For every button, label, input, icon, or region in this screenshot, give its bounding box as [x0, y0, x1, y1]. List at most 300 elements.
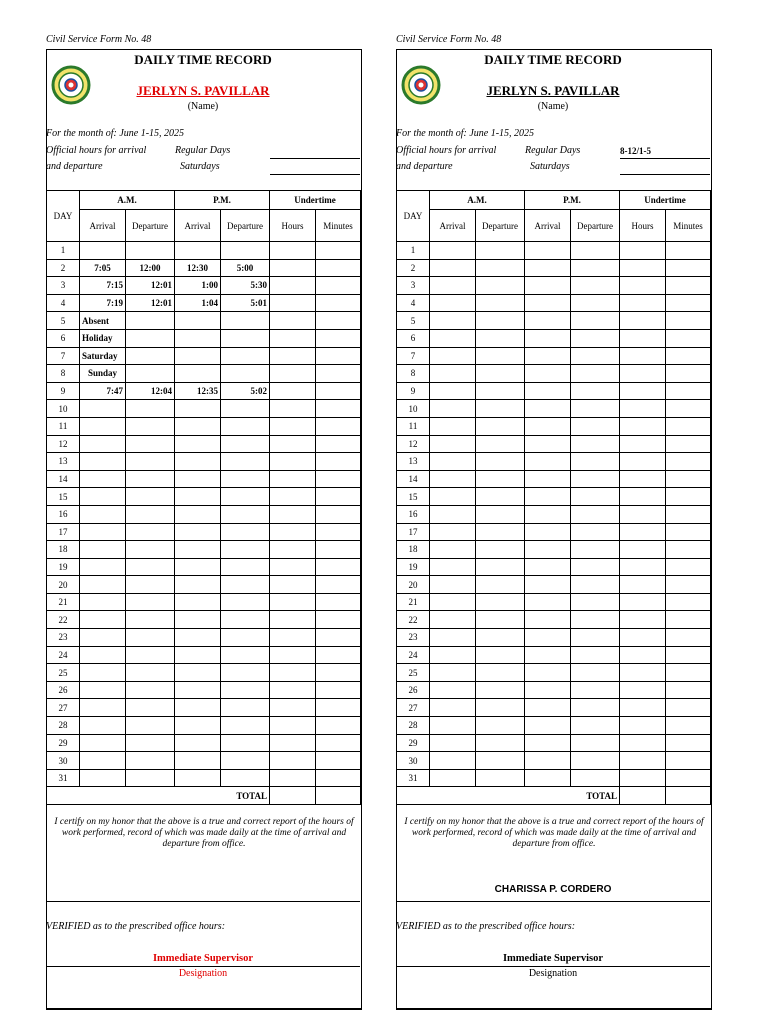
undertime-hours-cell — [270, 382, 316, 400]
undertime-hours-cell — [620, 329, 666, 347]
undertime-hours-cell — [620, 699, 666, 717]
undertime-minutes-cell — [666, 277, 711, 295]
am-arrival-cell — [430, 382, 476, 400]
am-departure-cell — [476, 523, 525, 541]
undertime-hours-cell — [270, 470, 316, 488]
am-departure-cell — [126, 400, 175, 418]
pm-arrival-cell: 1:00 — [175, 277, 221, 295]
table-row — [47, 593, 361, 611]
undertime-minutes-cell — [316, 769, 361, 787]
pm-departure-cell — [571, 576, 620, 594]
pm-header: P.M. — [175, 191, 270, 210]
month-label: For the month of: June 1-15, 2025 — [46, 128, 185, 139]
table-row — [47, 470, 361, 488]
am-arrival-cell: 7:19 — [80, 294, 126, 312]
am-arrival-cell — [80, 400, 126, 418]
undertime-minutes-cell — [666, 541, 711, 559]
day-number: 24 — [47, 646, 80, 664]
pm-departure-cell — [571, 664, 620, 682]
form-title: DAILY TIME RECORD — [484, 52, 622, 67]
minutes-header: Minutes — [316, 210, 361, 242]
hours-header: Hours — [620, 210, 666, 242]
am-arrival-cell — [430, 558, 476, 576]
day-number: 11 — [397, 417, 430, 435]
undertime-hours-cell — [620, 734, 666, 752]
am-arrival-cell — [80, 576, 126, 594]
undertime-minutes-cell — [316, 611, 361, 629]
verified-label: VERIFIED as to the prescribed office hours: — [396, 921, 576, 932]
pm-departure-cell — [571, 593, 620, 611]
undertime-minutes-cell — [316, 646, 361, 664]
am-arrival-cell — [80, 646, 126, 664]
am-departure-cell — [476, 470, 525, 488]
am-arrival-cell: 7:47 — [80, 382, 126, 400]
undertime-minutes-cell — [316, 752, 361, 770]
undertime-hours-cell — [270, 259, 316, 277]
undertime-hours-cell — [620, 611, 666, 629]
undertime-minutes-cell — [316, 734, 361, 752]
undertime-minutes-cell — [316, 294, 361, 312]
day-number: 15 — [47, 488, 80, 506]
am-arrival-cell — [430, 664, 476, 682]
minutes-header: Minutes — [666, 210, 711, 242]
pm-departure-cell: 5:01 — [221, 294, 270, 312]
empty-cell — [270, 312, 316, 330]
am-departure-cell — [126, 523, 175, 541]
undertime-minutes-cell — [316, 629, 361, 647]
table-row — [397, 576, 711, 594]
table-row — [47, 294, 361, 312]
pm-departure-cell — [221, 558, 270, 576]
undertime-hours-cell — [620, 417, 666, 435]
undertime-hours-cell — [270, 488, 316, 506]
undertime-hours-cell — [620, 294, 666, 312]
undertime-hours-cell — [620, 488, 666, 506]
pm-departure-header: Departure — [221, 210, 270, 242]
pm-departure-cell — [221, 664, 270, 682]
undertime-minutes-cell — [316, 259, 361, 277]
table-row — [47, 453, 361, 471]
am-arrival-cell — [430, 576, 476, 594]
pm-departure-cell — [221, 576, 270, 594]
day-number: 12 — [397, 435, 430, 453]
am-arrival-cell — [80, 488, 126, 506]
pm-arrival-cell — [525, 717, 571, 735]
day-number: 28 — [397, 717, 430, 735]
day-number: 1 — [397, 242, 430, 260]
pm-arrival-cell — [525, 417, 571, 435]
pm-departure-cell — [571, 382, 620, 400]
empty-cell — [126, 329, 175, 347]
day-remark: Saturday — [80, 347, 126, 365]
time-record-table — [396, 190, 711, 805]
am-departure-cell — [126, 435, 175, 453]
pm-arrival-cell — [175, 629, 221, 647]
am-arrival-cell — [430, 717, 476, 735]
pm-departure-cell — [571, 329, 620, 347]
am-departure-cell — [476, 576, 525, 594]
undertime-hours-cell — [620, 242, 666, 260]
am-departure-cell — [126, 541, 175, 559]
am-arrival-cell — [80, 752, 126, 770]
undertime-hours-cell — [270, 646, 316, 664]
day-number: 7 — [397, 347, 430, 365]
pm-departure-cell — [571, 259, 620, 277]
day-number: 6 — [397, 329, 430, 347]
undertime-minutes-cell — [666, 769, 711, 787]
pm-arrival-cell — [525, 505, 571, 523]
am-header: A.M. — [80, 191, 175, 210]
day-rows — [397, 242, 711, 787]
undertime-minutes-cell — [666, 646, 711, 664]
day-header: DAY — [47, 191, 80, 242]
pm-arrival-cell — [175, 646, 221, 664]
empty-cell — [126, 365, 175, 383]
pm-departure-cell — [221, 400, 270, 418]
am-arrival-cell — [80, 681, 126, 699]
undertime-hours-cell — [620, 769, 666, 787]
day-number: 6 — [47, 329, 80, 347]
day-number: 22 — [397, 611, 430, 629]
day-number: 8 — [47, 365, 80, 383]
day-number: 15 — [397, 488, 430, 506]
supervisor-label: Immediate Supervisor — [502, 953, 604, 964]
am-arrival-cell — [80, 505, 126, 523]
undertime-minutes-cell — [666, 681, 711, 699]
undertime-minutes-cell — [316, 541, 361, 559]
pm-departure-cell — [221, 470, 270, 488]
empty-cell — [126, 312, 175, 330]
pm-departure-cell — [571, 699, 620, 717]
table-row — [397, 717, 711, 735]
undertime-hours-cell — [620, 752, 666, 770]
undertime-minutes-cell — [316, 558, 361, 576]
undertime-hours-cell — [620, 646, 666, 664]
am-departure-cell — [126, 576, 175, 594]
undertime-minutes-cell — [666, 664, 711, 682]
table-row — [397, 259, 711, 277]
pm-departure-cell — [571, 752, 620, 770]
table-row — [397, 646, 711, 664]
am-arrival-cell — [430, 294, 476, 312]
table-row — [47, 734, 361, 752]
saturdays-line — [620, 174, 710, 175]
undertime-hours-cell — [270, 453, 316, 471]
am-arrival-cell — [80, 611, 126, 629]
undertime-hours-cell — [620, 717, 666, 735]
am-departure-cell — [476, 488, 525, 506]
am-departure-cell — [126, 769, 175, 787]
day-number: 23 — [397, 629, 430, 647]
am-departure-cell — [126, 664, 175, 682]
am-departure-cell — [126, 752, 175, 770]
table-row — [47, 576, 361, 594]
undertime-hours-cell — [270, 294, 316, 312]
pm-departure-cell — [571, 470, 620, 488]
pm-arrival-cell — [525, 242, 571, 260]
am-departure-cell — [476, 259, 525, 277]
day-number: 8 — [397, 365, 430, 383]
am-arrival-cell — [80, 417, 126, 435]
pm-arrival-cell: 12:30 — [175, 259, 221, 277]
table-row — [397, 453, 711, 471]
am-departure-header: Departure — [476, 210, 525, 242]
am-departure-cell — [476, 717, 525, 735]
undertime-hours-cell — [270, 611, 316, 629]
pm-arrival-cell — [525, 646, 571, 664]
total-minutes — [666, 787, 711, 805]
undertime-minutes-cell — [316, 417, 361, 435]
divider — [396, 901, 710, 902]
table-row — [397, 558, 711, 576]
form-number: Civil Service Form No. 48 — [396, 34, 502, 45]
am-arrival-cell — [430, 365, 476, 383]
undertime-minutes-cell — [316, 400, 361, 418]
am-departure-cell — [476, 242, 525, 260]
undertime-hours-cell — [270, 558, 316, 576]
am-arrival-cell — [80, 769, 126, 787]
undertime-minutes-cell — [666, 734, 711, 752]
official-hours-label: Official hours for arrival — [396, 145, 497, 156]
pm-departure-cell — [571, 400, 620, 418]
pm-departure-cell — [221, 435, 270, 453]
total-hours — [620, 787, 666, 805]
day-number: 31 — [397, 769, 430, 787]
pm-departure-cell — [571, 347, 620, 365]
pm-arrival-cell — [525, 259, 571, 277]
am-arrival-header: Arrival — [80, 210, 126, 242]
certification-text: I certify on my honor that the above is a true and correct report of the hours of work performed, record of which was made daily at the time of arrival and departure from office. — [54, 817, 354, 849]
total-spacer — [80, 787, 126, 805]
day-number: 19 — [47, 558, 80, 576]
am-departure-cell — [476, 382, 525, 400]
day-number: 29 — [47, 734, 80, 752]
am-arrival-cell — [430, 347, 476, 365]
empty-cell — [316, 365, 361, 383]
am-arrival-cell — [430, 505, 476, 523]
pm-arrival-cell — [525, 752, 571, 770]
regular-days-value: 8-12/1-5 — [620, 146, 651, 156]
day-number: 25 — [47, 664, 80, 682]
am-arrival-cell — [430, 417, 476, 435]
pm-arrival-cell — [175, 558, 221, 576]
am-departure-cell — [126, 242, 175, 260]
table-row — [47, 717, 361, 735]
table-row — [397, 593, 711, 611]
am-departure-cell — [126, 470, 175, 488]
day-number: 14 — [47, 470, 80, 488]
undertime-hours-cell — [270, 435, 316, 453]
am-arrival-cell — [80, 593, 126, 611]
am-departure-cell — [126, 558, 175, 576]
table-row — [47, 347, 361, 365]
undertime-minutes-cell — [666, 629, 711, 647]
am-departure-cell — [126, 505, 175, 523]
undertime-hours-cell — [270, 541, 316, 559]
undertime-hours-cell — [270, 523, 316, 541]
pm-departure-cell — [571, 277, 620, 295]
undertime-hours-cell — [270, 417, 316, 435]
am-departure-cell — [476, 400, 525, 418]
pm-arrival-cell — [175, 576, 221, 594]
day-number: 17 — [47, 523, 80, 541]
undertime-minutes-cell — [666, 523, 711, 541]
pm-arrival-cell — [175, 699, 221, 717]
day-number: 27 — [47, 699, 80, 717]
pm-arrival-cell — [175, 435, 221, 453]
am-departure-cell — [476, 664, 525, 682]
undertime-hours-cell — [620, 576, 666, 594]
undertime-minutes-cell — [666, 699, 711, 717]
am-departure-cell — [476, 593, 525, 611]
day-number: 3 — [47, 277, 80, 295]
pm-arrival-cell — [525, 734, 571, 752]
empty-cell — [175, 329, 221, 347]
pm-departure-cell — [221, 541, 270, 559]
table-row — [47, 329, 361, 347]
undertime-minutes-cell — [666, 453, 711, 471]
empty-cell — [221, 347, 270, 365]
empty-cell — [316, 312, 361, 330]
designation-label: Designation — [178, 968, 228, 979]
table-row — [47, 664, 361, 682]
pm-arrival-cell: 1:04 — [175, 294, 221, 312]
am-arrival-cell — [430, 259, 476, 277]
undertime-hours-cell — [620, 382, 666, 400]
total-label: TOTAL — [571, 787, 620, 805]
pm-departure-cell — [571, 681, 620, 699]
pm-arrival-cell — [175, 505, 221, 523]
table-row — [397, 523, 711, 541]
pm-departure-cell — [571, 611, 620, 629]
total-spacer — [430, 787, 476, 805]
employee-name: JERLYN S. PAVILLAR — [486, 83, 620, 98]
day-number: 20 — [47, 576, 80, 594]
am-departure-cell — [476, 541, 525, 559]
table-row — [397, 611, 711, 629]
certification-text: I certify on my honor that the above is a true and correct report of the hours of work performed, record of which was made daily at the time of arrival and departure from office. — [404, 817, 704, 849]
pm-departure-cell — [221, 488, 270, 506]
day-number: 11 — [47, 417, 80, 435]
am-departure-cell — [126, 699, 175, 717]
am-departure-cell — [476, 505, 525, 523]
employee-name: JERLYN S. PAVILLAR — [136, 83, 270, 98]
day-number: 23 — [47, 629, 80, 647]
pm-departure-cell — [571, 417, 620, 435]
saturdays-line — [270, 174, 360, 175]
pm-departure-cell — [221, 769, 270, 787]
am-arrival-cell — [80, 453, 126, 471]
table-row — [397, 488, 711, 506]
table-row — [397, 277, 711, 295]
day-number: 9 — [47, 382, 80, 400]
am-arrival-cell: 7:05 — [80, 259, 126, 277]
undertime-hours-cell — [270, 505, 316, 523]
am-arrival-cell — [430, 611, 476, 629]
day-number: 19 — [397, 558, 430, 576]
undertime-minutes-cell — [316, 699, 361, 717]
undertime-hours-cell — [620, 347, 666, 365]
total-spacer — [126, 787, 175, 805]
day-number: 3 — [397, 277, 430, 295]
pm-arrival-header: Arrival — [525, 210, 571, 242]
pm-departure-cell — [221, 681, 270, 699]
am-arrival-cell — [80, 629, 126, 647]
pm-header: P.M. — [525, 191, 620, 210]
undertime-minutes-cell — [316, 523, 361, 541]
pm-arrival-cell — [525, 699, 571, 717]
table-row — [397, 400, 711, 418]
day-number: 20 — [397, 576, 430, 594]
day-number: 16 — [397, 505, 430, 523]
pm-arrival-cell — [175, 400, 221, 418]
pm-arrival-cell — [525, 611, 571, 629]
empty-cell — [316, 329, 361, 347]
pm-arrival-cell — [175, 523, 221, 541]
day-number: 4 — [397, 294, 430, 312]
day-number: 28 — [47, 717, 80, 735]
empty-cell — [221, 312, 270, 330]
day-remark: Holiday — [80, 329, 126, 347]
empty-cell — [270, 329, 316, 347]
signatory-name: CHARISSA P. CORDERO — [494, 884, 612, 895]
day-number: 29 — [397, 734, 430, 752]
table-row — [397, 699, 711, 717]
undertime-minutes-cell — [666, 435, 711, 453]
undertime-header: Undertime — [620, 191, 711, 210]
undertime-minutes-cell — [666, 259, 711, 277]
pm-arrival-cell — [525, 277, 571, 295]
day-number: 18 — [397, 541, 430, 559]
day-number: 5 — [47, 312, 80, 330]
am-departure-cell — [476, 294, 525, 312]
pm-arrival-cell — [525, 435, 571, 453]
pm-departure-cell — [571, 505, 620, 523]
undertime-hours-cell — [270, 699, 316, 717]
total-spacer — [175, 787, 221, 805]
empty-cell — [175, 365, 221, 383]
day-number: 10 — [47, 400, 80, 418]
pm-departure-header: Departure — [571, 210, 620, 242]
day-number: 31 — [47, 769, 80, 787]
empty-cell — [221, 365, 270, 383]
undertime-hours-cell — [620, 558, 666, 576]
am-arrival-cell — [430, 769, 476, 787]
pm-departure-cell: 5:00 — [221, 259, 270, 277]
undertime-minutes-cell — [666, 400, 711, 418]
am-departure-cell — [126, 488, 175, 506]
table-row — [47, 699, 361, 717]
undertime-minutes-cell — [316, 277, 361, 295]
pm-departure-cell — [221, 593, 270, 611]
table-row — [397, 347, 711, 365]
table-row — [397, 470, 711, 488]
pm-departure-cell — [571, 646, 620, 664]
pm-arrival-cell — [525, 488, 571, 506]
undertime-hours-cell — [270, 593, 316, 611]
undertime-minutes-cell — [666, 593, 711, 611]
pm-departure-cell — [571, 717, 620, 735]
day-number: 22 — [47, 611, 80, 629]
am-departure-cell: 12:01 — [126, 277, 175, 295]
am-departure-cell — [476, 646, 525, 664]
pm-arrival-cell — [175, 541, 221, 559]
undertime-hours-cell — [620, 453, 666, 471]
table-row — [47, 259, 361, 277]
undertime-minutes-cell — [666, 294, 711, 312]
empty-cell — [175, 347, 221, 365]
am-arrival-cell — [80, 435, 126, 453]
